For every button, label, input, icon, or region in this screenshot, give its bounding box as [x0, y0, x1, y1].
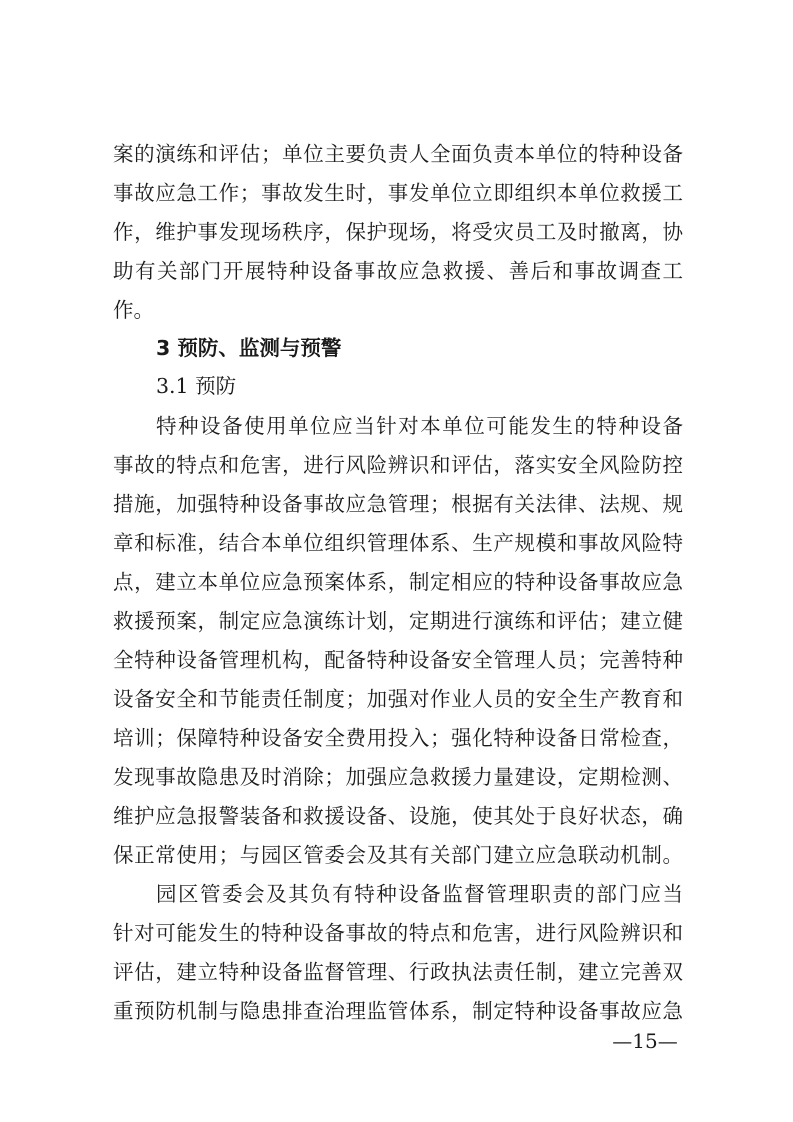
section-heading: 3 预防、监测与预警: [156, 336, 342, 360]
paragraph-line: 全特种设备管理机构，配备特种设备安全管理人员；完善特种: [113, 648, 683, 672]
paragraph-line: 发现事故隐患及时消除；加强应急救援力量建设，定期检测、: [113, 765, 683, 789]
page-number: —15—: [612, 1029, 678, 1053]
paragraph-line: 评估，建立特种设备监督管理、行政执法责任制，建立完善双: [113, 960, 683, 984]
paragraph-line: 园区管委会及其负有特种设备监督管理职责的部门应当: [156, 882, 683, 906]
paragraph-line: 案的演练和评估；单位主要负责人全面负责本单位的特种设备: [113, 142, 683, 166]
paragraph-line: 点，建立本单位应急预案体系，制定相应的特种设备事故应急: [113, 570, 683, 594]
paragraph-line: 事故应急工作；事故发生时，事发单位立即组织本单位救援工: [113, 181, 683, 205]
paragraph-line: 设备安全和节能责任制度；加强对作业人员的安全生产教育和: [113, 687, 683, 711]
paragraph-line: 特种设备使用单位应当针对本单位可能发生的特种设备: [156, 414, 683, 438]
paragraph-line: 措施，加强特种设备事故应急管理；根据有关法律、法规、规: [113, 492, 683, 516]
paragraph-line: 重预防机制与隐患排查治理监管体系，制定特种设备事故应急: [113, 999, 683, 1023]
subsection-heading: 3.1 预防: [156, 374, 237, 398]
paragraph-line: 维护应急报警装备和救援设备、设施，使其处于良好状态，确: [113, 804, 683, 828]
paragraph-line: 助有关部门开展特种设备事故应急救援、善后和事故调查工: [113, 259, 683, 283]
paragraph-line: 事故的特点和危害，进行风险辨识和评估，落实安全风险防控: [113, 453, 683, 477]
paragraph-line: 作。: [113, 298, 154, 322]
paragraph-line: 保正常使用；与园区管委会及其有关部门建立应急联动机制。: [113, 843, 683, 867]
paragraph-line: 章和标准，结合本单位组织管理体系、生产规模和事故风险特: [113, 531, 683, 555]
paragraph-line: 培训；保障特种设备安全费用投入；强化特种设备日常检查，: [113, 726, 683, 750]
paragraph-line: 救援预案，制定应急演练计划，定期进行演练和评估；建立健: [113, 609, 683, 633]
paragraph-line: 作，维护事发现场秩序，保护现场，将受灾员工及时撤离，协: [113, 220, 683, 244]
paragraph-line: 针对可能发生的特种设备事故的特点和危害，进行风险辨识和: [113, 921, 683, 945]
